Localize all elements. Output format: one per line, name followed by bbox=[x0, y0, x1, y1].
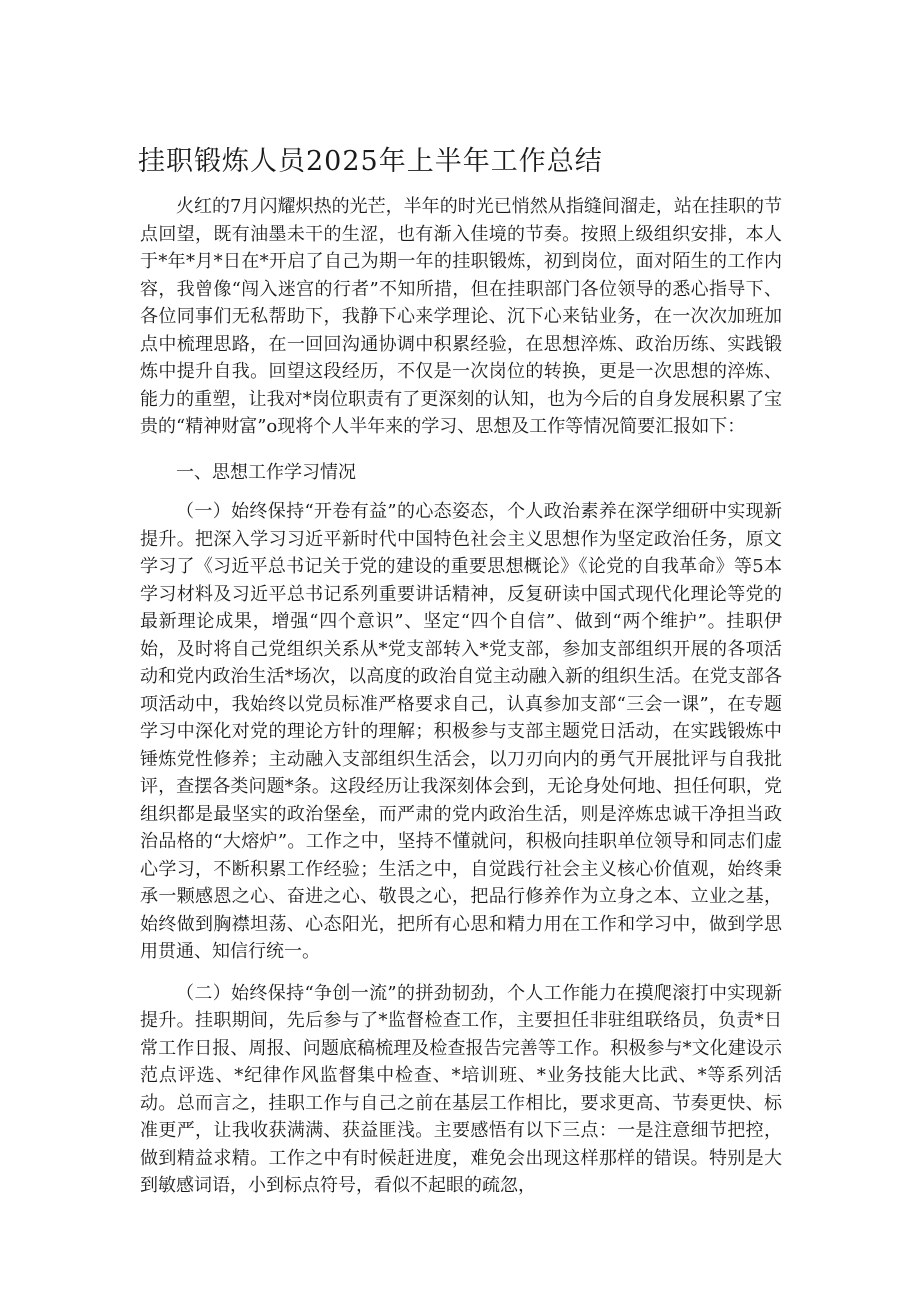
document-body bbox=[140, 193, 782, 1200]
intro-paragraph: 火红的7月闪耀炽热的光芒，半年的时光已悄然从指缝间溜走，站在挂职的节点回望，既有油墨未干的生涩，也有渐入佳境的节奏。按照上级组织安排，本人于*年*月*日在*开启了自己为期一年的挂职锻炼，初到岗位，面对陌生的工作内容，我曾像“闯入迷宫的行者”不知所措，但在挂职部门各位领导的悉心指导下、各位同事们无私帮助下，我静下心来学理论、沉下心来钻业务，在一次次加班加点中梳理思路，在一回回沟通协调中积累经验，在思想淬炼、政治历练、实践锻炼中提升自我。回望这段经历，不仅是一次岗位的转换，更是一次思想的淬炼、能力的重塑，让我对*岗位职责有了更深刻的认知，也为今后的自身发展积累了宝贵的“精神财富”o现将个人半年来的学习、思想及工作等情况简要汇报如下： bbox=[140, 196, 782, 437]
paragraph-2: （二）始终保持“争创一流”的拼劲韧劲，个人工作能力在摸爬滚打中实现新提升。挂职期间，先后参与了*监督检查工作，主要担任非驻组联络员，负责*日常工作日报、周报、问题底稿梳理及检查报告完善等工作。积极参与*文化建设示范点评选、*纪律作风监督集中检查、*培训班、*业务技能大比武、*等系列活动。总而言之，挂职工作与自己之前在基层工作相比，要求更高、节奏更快、标准更严，让我收获满满、获益匪浅。主要感悟有以下三点：一是注意细节把控，做到精益求精。工作之中有时候赶进度，难免会出现这样那样的错误。特别是大到敏感词语，小到标点符号，看似不起眼的疏忽， bbox=[140, 982, 782, 1196]
document-title: 挂职锻炼人员2025年上半年工作总结 bbox=[138, 146, 603, 177]
section-heading-1: 一、思想工作学习情况 bbox=[176, 461, 356, 483]
paragraph-1: （一）始终保持“开卷有益”的心态姿态，个人政治素养在深学细研中实现新提升。把深入学习习近平新时代中国特色社会主义思想作为坚定政治任务，原文学习了《习近平总书记关于党的建设的重要思想概论》《论党的自我革命》等5本学习材料及习近平总书记系列重要讲话精神，反复研读中国式现代化理论等党的最新理论成果，增强“四个意识”、坚定“四个自信”、做到“两个维护”。挂职伊始，及时将自己党组织关系从*党支部转入*党支部，参加支部组织开展的各项活动和党内政治生活*场次，以高度的政治自觉主动融入新的组织生活。在党支部各项活动中，我始终以党员标准严格要求自己，认真参加支部“三会一课”，在专题学习中深化对党的理论方针的理解；积极参与支部主题党日活动，在实践锻炼中锤炼党性修养；主动融入支部组织生活会，以刀刃向内的勇气开展批评与自我批评，查摆各类问题*条。这段经历让我深刻体会到，无论身处何地、担任何职，党组织都是最坚实的政治堡垒，而严肃的党内政治生活，则是淬炼忠诚干净担当政治品格的“大熔炉”。工作之中，坚持不懂就问，积极向挂职单位领导和同志们虚心学习，不断积累工作经验；生活之中，自觉践行社会主义核心价值观，始终秉承一颗感恩之心、奋进之心、敬畏之心，把品行修养作为立身之本、立业之基，始终做到胸襟坦荡、心态阳光，把所有心思和精力用在工作和学习中，做到学思用贯通、知信行统一。 bbox=[140, 501, 782, 962]
